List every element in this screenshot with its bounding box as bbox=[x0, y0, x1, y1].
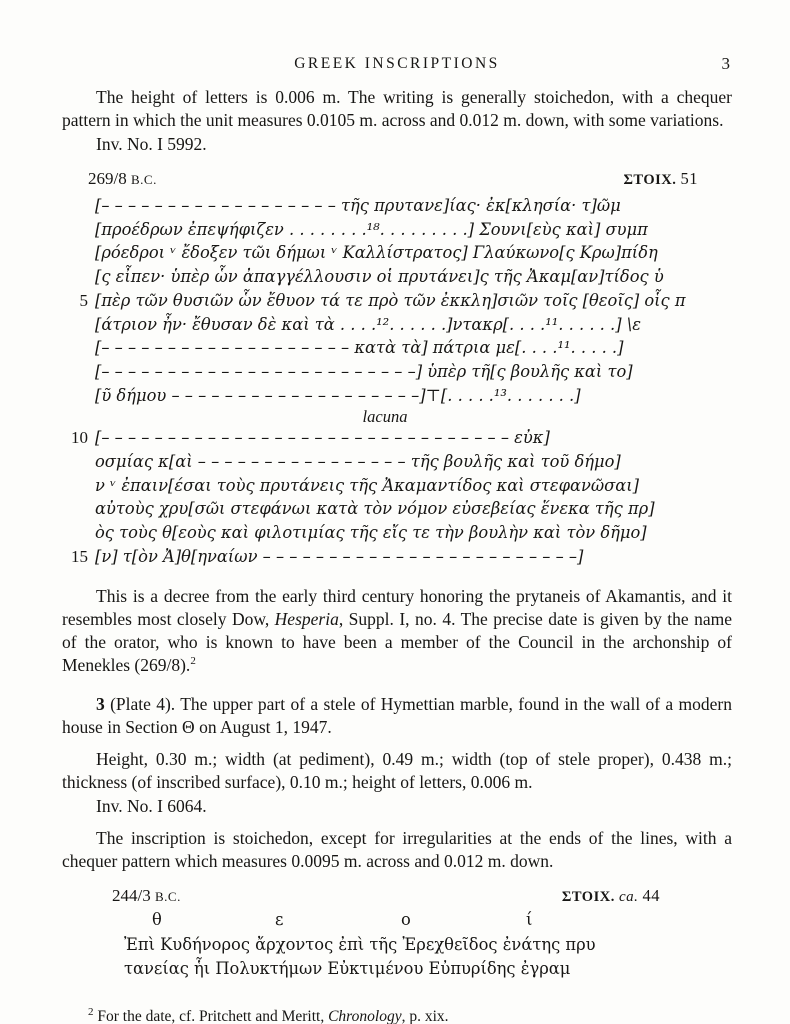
inventory-number-1: Inv. No. I 5992. bbox=[96, 134, 207, 154]
era-label: B.C. bbox=[154, 888, 181, 904]
inscription-line bbox=[71, 545, 732, 569]
inscription-line bbox=[95, 450, 732, 474]
inscription-line bbox=[95, 521, 732, 545]
line-text: [– – – – – – – – – – – – – – – – – – – κατὰ τὰ] πάτρια με[. . . .¹¹. . . . .] bbox=[95, 338, 624, 358]
line-text: [– – – – – – – – – – – – – – – – – – τῆς πρυτανε]ίας· ἐκ[κλησία· τ]ῶμ bbox=[95, 196, 621, 215]
inscription1-meta bbox=[62, 167, 732, 191]
commentary-paragraph bbox=[62, 585, 732, 677]
stoich-label bbox=[562, 884, 660, 909]
section3-paragraph bbox=[62, 693, 732, 739]
line-text: οσμίας κ[αὶ – – – – – – – – – – – – – – – – τῆς βουλῆς καὶ τοῦ δήμο] bbox=[95, 452, 621, 472]
footnote-italic: Chronology bbox=[328, 1007, 402, 1024]
inscription-line bbox=[95, 194, 732, 218]
line-number: 10 bbox=[71, 428, 88, 448]
line-text: αὐτοὺς χρυ[σῶι στεφάνωι κατὰ τὸν νόμον εὐσεβείας ἕνεκα τῆς πρ] bbox=[95, 499, 655, 519]
footnote bbox=[88, 1005, 732, 1024]
inscription2-meta bbox=[62, 884, 732, 908]
running-head: GREEK INSCRIPTIONS bbox=[294, 55, 500, 72]
footnote-marker: 2 bbox=[88, 1005, 94, 1018]
guide-letter: ο bbox=[401, 909, 411, 929]
line-text: [– – – – – – – – – – – – – – – – – – – – – – – – – – – – – – – εὐκ] bbox=[95, 428, 550, 448]
line-text: ν ᵛ ἐπαιν[έσαι τοὺς πρυτάνεις τῆς Ἀκαμαντίδος καὶ στεφανῶσαι] bbox=[95, 475, 640, 495]
stoichedon-guide-letters bbox=[124, 908, 732, 933]
intro-paragraph: The height of letters is 0.006 m. The writing is generally stoichedon, with a chequer pattern in which the unit measures 0.0105 m. across and 0.012 m. down, with some variations. bbox=[62, 87, 732, 130]
page-number: 3 bbox=[721, 54, 730, 73]
inscription-line bbox=[95, 336, 732, 360]
footnote-text: For the date, cf. Pritchett and Meritt, bbox=[97, 1007, 329, 1024]
guide-letter: θ bbox=[152, 909, 162, 929]
line-text: [ῦ δήμου – – – – – – – – – – – – – – – – – – –]⊤[. . . . .¹³. . . . . . .] bbox=[95, 385, 581, 405]
line-text: [πὲρ τῶν θυσιῶν ὧν ἔθυον τά τε πρὸ τῶν ἐκκλη]σιῶν τοῖς [θεοῖς] οἷς π bbox=[95, 290, 686, 310]
commentary-text: This is a decree from the early third century honoring the prytaneis of Akamantis, and it resembles most closely Dow, bbox=[62, 585, 732, 629]
date-label bbox=[112, 884, 181, 908]
line-text: [ς εἶπεν· ὑπὲρ ὧν ἀπαγγέλλουσιν οἱ πρυτάνει]ς τῆς Ἀκαμ[αν]τίδος ὑ bbox=[95, 267, 664, 287]
inscription-line bbox=[95, 384, 732, 408]
inscription-line bbox=[95, 313, 732, 337]
guide-letter: ε bbox=[275, 909, 284, 929]
stoichedon-note-paragraph: The inscription is stoichedon, except for irregularities at the ends of the lines, with a chequer pattern which measures 0.0095 m. across and 0.012 m. down. bbox=[62, 827, 732, 871]
footnote-text: , p. xix. bbox=[401, 1007, 449, 1024]
commentary-text: , Suppl. I, no. 4. The precise date is given by the name of the orator, who is known to have been a member of the Council in the archonship of Menekles (269/8). bbox=[62, 608, 733, 675]
line-number: 15 bbox=[71, 546, 88, 566]
section-number: 3 bbox=[96, 693, 105, 714]
line-text: [άτριον ἦν· ἔθυσαν δὲ καὶ τὰ . . . .¹². . . . . .]ντακρ[. . . .¹¹. . . . . .] \ε bbox=[95, 314, 641, 334]
line-text: [προέδρων ἐπεψήφιζεν . . . . . . . .¹⁸. . . . . . . . .] Σουνι[εὺς καὶ] συμπ bbox=[95, 219, 648, 239]
era-label: B.C. bbox=[130, 172, 157, 187]
inscription-line bbox=[95, 360, 732, 384]
footnote-reference: 2 bbox=[190, 654, 196, 667]
inscription-line bbox=[71, 426, 732, 450]
stoich-count: 44 bbox=[642, 885, 660, 905]
line-text: ὸς τοὺς θ[εοὺς καὶ φιλοτιμίας τῆς εἴς τε τὴν βουλὴν καὶ τὸν δῆμο] bbox=[95, 523, 647, 543]
inscription-line bbox=[95, 218, 732, 242]
commentary-italic: Hesperia bbox=[274, 608, 339, 629]
lacuna-label: lacuna bbox=[362, 407, 408, 427]
stoich-word: ΣΤΟΙΧ. bbox=[561, 888, 615, 905]
date-value: 244/3 bbox=[112, 885, 151, 905]
stoich-label bbox=[623, 167, 698, 192]
date-value: 269/8 bbox=[88, 169, 127, 188]
date-label bbox=[88, 167, 157, 191]
section-text: (Plate 4). The upper part of a stele of Hymettian marble, found in the wall of a modern house in Section Θ on August 1, 1947. bbox=[62, 693, 732, 737]
line-text: [– – – – – – – – – – – – – – – – – – – – – – – –] ὑπὲρ τῆ[ς βουλῆς καὶ το] bbox=[95, 361, 633, 381]
inscription-line bbox=[79, 289, 732, 313]
inscription-line bbox=[95, 265, 732, 289]
line-text: [ρόεδροι ᵛ ἔδοξεν τῶι δήμωι ᵛ Καλλίστρατος] Γλαύκωνο[ς Κρω]πίδη bbox=[95, 243, 658, 263]
inscription2-line: Ἐπὶ Κυδήνορος ἄρχοντος ἐπὶ τῆς Ἐρεχθεῖδος ἐνάτης πρυ bbox=[124, 934, 596, 954]
line-number: 5 bbox=[79, 290, 88, 310]
inventory-number-2: Inv. No. I 6064. bbox=[96, 795, 207, 816]
page-header bbox=[62, 52, 732, 76]
guide-letter: ί bbox=[526, 909, 533, 929]
inscription-line bbox=[95, 474, 732, 498]
line-text: [ν] τ[ὸν Ἀ]θ[ηναίων – – – – – – – – – – – – – – – – – – – – – – – –] bbox=[95, 546, 584, 566]
inscription2-line: τανείας ἧι Πολυκτήμων Εὐκτιμένου Εὐπυρίδης ἐγραμ bbox=[124, 958, 571, 978]
inscription-line bbox=[95, 241, 732, 265]
inscription-line bbox=[95, 497, 732, 521]
stoich-word: ΣΤΟΙΧ. bbox=[623, 172, 677, 188]
stoich-count: 51 bbox=[680, 169, 698, 188]
dimensions-paragraph: Height, 0.30 m.; width (at pediment), 0.49 m.; width (top of stele proper), 0.438 m.; thickness (of inscribed surface), 0.10 m.; height of letters, 0.006 m. bbox=[62, 748, 732, 792]
stoich-ca: ca. bbox=[618, 888, 639, 905]
inscription1-text bbox=[71, 194, 732, 569]
